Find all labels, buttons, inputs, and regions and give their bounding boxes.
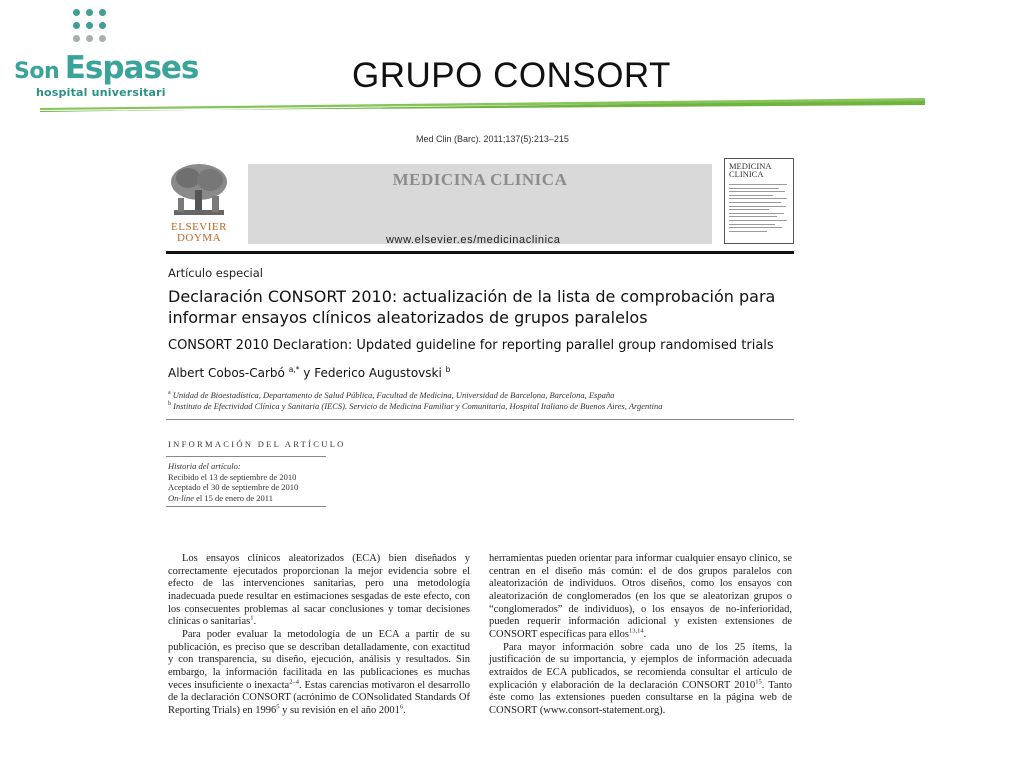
history-online-label: On-line (168, 492, 194, 503)
affiliation-a-mark: a (168, 390, 171, 397)
journal-masthead (248, 164, 712, 244)
affiliation-rule (166, 419, 794, 420)
cover-text-lines (729, 184, 789, 234)
article-type: Artículo especial (168, 266, 263, 280)
article-history (168, 461, 298, 503)
article-info-heading: INFORMACIÓN DEL ARTÍCULO (168, 439, 346, 449)
history-accepted: Aceptado el 30 de septiembre de 2010 (168, 482, 299, 492)
journal-cover-thumbnail (724, 158, 794, 244)
history-received: Recibido el 13 de septiembre de 2010 (168, 471, 297, 482)
journal-name: MEDICINA CLINICA (392, 170, 568, 189)
article-info-rule (166, 456, 326, 457)
history-label: Historia del artículo: (168, 461, 241, 471)
affiliation-b (168, 401, 663, 411)
logo-brand-large: Espases (64, 50, 199, 86)
body-paragraph: Para mayor información sobre cada uno de los 25 ítems, la justificación de su importancia, y ejemplos de información adecuada extraídos de ECA publicados, se recomienda consultar el artículo de explicación y elaboración de la declaración CONSORT 2010$^{15}$. Tanto éste como las extensiones pueden consultarse en la página web de CONSORT (www.consort-statement.org). (489, 641, 792, 716)
affiliation-a (168, 390, 614, 400)
page-crop-mask (160, 716, 810, 768)
author-2-mark: b (445, 365, 451, 374)
body-column-right (489, 553, 792, 730)
journal-url: www.elsevier.es/medicinaclinica (386, 234, 561, 246)
article-info-bottom-rule (166, 506, 326, 507)
cover-title: MEDICINA CLINICA (729, 161, 772, 179)
affiliation-a-text: Unidad de Bioestadística, Departamento de Salud Pública, Facultad de Medicina, Universidad de Barcelona, Barcelona, España (172, 390, 615, 400)
author-2: y Federico Augustovski (303, 366, 442, 380)
elsevier-logo (166, 162, 232, 246)
authors (168, 365, 450, 380)
title-underline (0, 0, 1024, 120)
body-paragraph: Para poder evaluar la metodología de un ECA a partir de su publicación, es preciso que se describan detalladamente, con exactitud y con transparencia, su diseño, ejecución, análisis y resultados. Sin embargo, la información facilitada en las publicaciones es muchas veces insuficiente o inexacta$^{2-4}$. Estas carencias motivaron el desarrollo de la declaración CONSORT (acrónimo de CONsolidated Standards Of Reporting Trials) en 1996$^5$ y su revisión en el año 2001$^6$. (168, 628, 471, 716)
affiliation-b-text: Instituto de Efectividad Clínica y Sanitaria (IECS). Servicio de Medicina Familiar y Comunitaria, Hospital Italiano de Buenos Aires, Argentina (173, 401, 663, 411)
header-rule (166, 251, 794, 254)
publisher-name: ELSEVIER DOYMA (171, 221, 227, 244)
affiliation-b-mark: b (168, 401, 171, 408)
body-paragraph: Los ensayos clínicos aleatorizados (ECA) bien diseñados y correctamente ejecutados proporcionan la mejor evidencia sobre el efecto de las intervenciones sanitarias, pero una metodología inadecuada puede resultar en estimaciones sesgadas de este efecto, con los consecuentes problemas al sacar conclusiones y tomar decisiones clínicas o sanitarias$^1$. (168, 553, 470, 628)
logo-brand-small: Son (14, 59, 60, 84)
slide-title: GRUPO CONSORT (352, 56, 671, 95)
body-column-left (168, 553, 470, 718)
author-1-mark: a,* (288, 365, 300, 374)
logo-subtitle: hospital universitari (36, 86, 166, 99)
journal-reference: Med Clin (Barc). 2011;137(5):213–215 (416, 134, 569, 144)
article-title-es: Declaración CONSORT 2010: actualización de la lista de comprobación para informar ensayos clínicos aleatorizados de grupos paralelos (168, 287, 776, 327)
article-title-en: CONSORT 2010 Declaration: Updated guideline for reporting parallel group randomised trials (168, 338, 774, 353)
history-online-date: el 15 de enero de 2011 (196, 492, 273, 503)
body-paragraph: herramientas pueden orientar para informar cualquier ensayo clínico, se centran en el diseño más común: el de dos grupos paralelos con aleatorización de individuos. Otros diseños, como los ensayos con aleatorización de conglomerados (en los que se aleatorizan grupos o “conglomerados” de individuos), o los ensayos de no-inferioridad, pueden requerir información adicional y existen extensiones de CONSORT específicas para ellos$^{13,14}$. (489, 553, 792, 640)
author-1: Albert Cobos-Carbó (168, 366, 285, 380)
elsevier-tree-icon (168, 162, 230, 220)
